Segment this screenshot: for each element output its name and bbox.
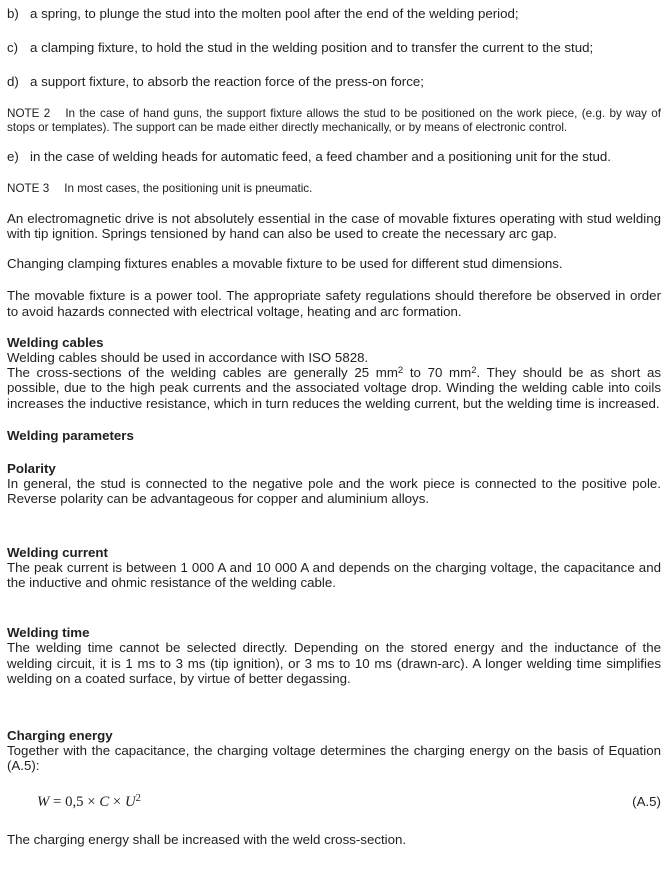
note-2 (7, 107, 661, 135)
paragraph-electromagnetic-drive: An electromagnetic drive is not absolutely essential in the case of movable fixtures operating with stud welding with tip ignition. Springs tensioned by hand can also be used to create the necessary arc gap. (7, 210, 661, 242)
cross-section-text: to 70 mm (403, 365, 472, 381)
cross-section-text: . They should be as short as possible, due to the high peak currents and the associated voltage drop. Winding the welding cable into coils increases the inductive resistance, which in turn reduces the welding current, but the welding time is increased. (7, 365, 661, 411)
note-label: NOTE 2 (7, 106, 51, 120)
list-item-text: in the case of welding heads for automatic feed, a feed chamber and a positioning unit for the stud. (30, 148, 611, 164)
equation-a5-row (7, 794, 661, 810)
paragraph-movable-fixture: The movable fixture is a power tool. The appropriate safety regulations should therefore be observed in order to avoid hazards connected with electrical voltage, heating and arc formation. (7, 288, 661, 319)
note-label: NOTE 3 (7, 181, 50, 195)
list-item-label: b) (7, 6, 19, 21)
section-heading-welding-time: Welding time (7, 625, 90, 641)
list-item-label: e) (7, 148, 19, 164)
list-item-c (7, 40, 661, 55)
section-heading-welding-parameters: Welding parameters (7, 427, 134, 443)
note-text: In most cases, the positioning unit is pneumatic. (64, 181, 313, 195)
section-heading-charging-energy: Charging energy (7, 728, 113, 744)
list-item-label: c) (7, 40, 19, 56)
list-item-e (7, 149, 661, 164)
list-item-text: a spring, to plunge the stud into the molten pool after the end of the welding period; (30, 6, 519, 21)
paragraph-welding-time: The welding time cannot be selected directly. Depending on the stored energy and the inductance of the welding circuit, it is 1 ms to 3 ms (tip ignition), or 3 ms to 10 ms (drawn-arc). A longer welding time simplifies welding on a coated surface, by virtue of better degassing. (7, 640, 661, 686)
list-item-label: d) (7, 74, 19, 90)
paragraph-charging-energy: Together with the capacitance, the charging voltage determines the charging energy on the basis of Equation (A.5): (7, 743, 661, 774)
paragraph-cable-cross-sections (7, 365, 661, 411)
note-3 (7, 182, 661, 196)
document-page (0, 6, 670, 873)
paragraph-charging-increase: The charging energy shall be increased with the weld cross-section. (7, 831, 407, 847)
equation-a5 (37, 792, 141, 810)
superscript-2: 2 (471, 365, 477, 377)
equation-variable-w: W (37, 793, 50, 810)
note-text: In the case of hand guns, the support fixture allows the stud to be positioned on the work piece, (e.g. by way of stops or templates). The support can be made either directly mechanically, or by means of electronic control. (7, 106, 661, 134)
equation-superscript-2: 2 (135, 792, 141, 804)
list-item-text: a support fixture, to absorb the reaction force of the press-on force; (30, 74, 424, 90)
paragraph-cables-intro: Welding cables should be used in accordance with ISO 5828. (7, 350, 369, 366)
equation-number: (A.5) (632, 793, 661, 809)
list-item-b (7, 6, 661, 21)
equation-variable-u: U (124, 793, 136, 810)
cross-section-text: The cross-sections of the welding cables are generally 25 mm (7, 365, 398, 381)
equation-variable-c: C (99, 793, 110, 810)
paragraph-polarity: In general, the stud is connected to the negative pole and the work piece is connected to the positive pole. Reverse polarity can be advantageous for copper and aluminium alloys. (7, 476, 661, 507)
section-heading-welding-current: Welding current (7, 544, 108, 560)
paragraph-changing-fixtures: Changing clamping fixtures enables a movable fixture to be used for different stud dimensions. (7, 256, 563, 272)
section-heading-welding-cables: Welding cables (7, 334, 104, 350)
superscript-2: 2 (397, 365, 404, 377)
equation-operator: = 0,5 × (49, 793, 100, 810)
paragraph-welding-current: The peak current is between 1 000 A and 10 000 A and depends on the charging voltage, the capacitance and the inductive and ohmic resistance of the welding cable. (7, 559, 661, 591)
list-item-text: a clamping fixture, to hold the stud in the welding position and to transfer the current to the stud; (30, 40, 594, 56)
section-heading-polarity: Polarity (7, 461, 56, 477)
list-item-d (7, 74, 661, 89)
equation-operator: × (109, 793, 125, 810)
